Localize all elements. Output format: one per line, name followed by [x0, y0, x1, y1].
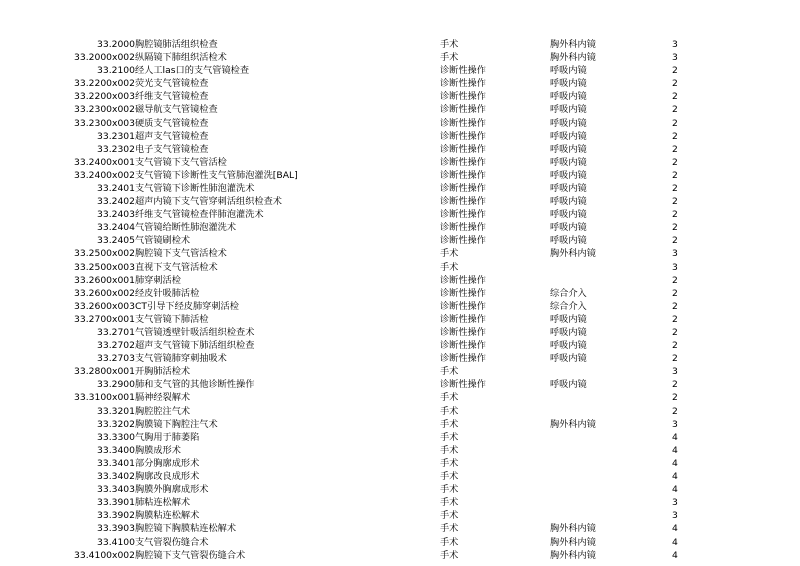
cell-spacer	[720, 90, 800, 103]
cell-type: 手术	[440, 431, 459, 443]
cell-department: 呼吸内镜	[550, 196, 587, 208]
table-row	[0, 444, 800, 457]
cell-code: 33.2900	[97, 379, 135, 391]
cell-department	[550, 457, 672, 470]
table-body	[0, 38, 800, 562]
cell-department: 呼吸内镜	[550, 104, 587, 116]
cell-spacer	[720, 405, 800, 418]
cell-level: 2	[672, 143, 678, 155]
cell-level: 4	[672, 444, 678, 456]
cell-spacer	[720, 234, 800, 247]
table-row	[0, 431, 800, 444]
cell-code: 33.2800x001	[74, 366, 135, 378]
cell-code: 33.2402	[97, 196, 135, 208]
cell-spacer	[720, 261, 800, 274]
cell-code: 33.3300	[97, 431, 135, 443]
cell-department: 呼吸内镜	[550, 353, 587, 365]
cell-type: 手术	[440, 392, 459, 404]
cell-type: 诊断性操作	[440, 143, 486, 155]
cell-code: 33.2405	[97, 235, 135, 247]
cell-name: 气管镜给断性肺泡灌洗术	[135, 222, 237, 234]
cell-code: 33.2100	[97, 65, 135, 77]
table-row	[0, 352, 800, 365]
cell-level: 4	[672, 457, 678, 469]
cell-level: 2	[672, 287, 678, 299]
table-row	[0, 169, 800, 182]
cell-name: 纤维支气管镜检查	[135, 91, 209, 103]
cell-type: 诊断性操作	[440, 78, 486, 90]
table-row	[0, 313, 800, 326]
cell-level: 2	[672, 300, 678, 312]
cell-department: 呼吸内镜	[550, 340, 587, 352]
cell-level: 3	[672, 38, 678, 50]
cell-name: 胸廓改良成形术	[135, 471, 200, 483]
cell-department: 呼吸内镜	[550, 65, 587, 77]
cell-department: 胸外科内镜	[550, 523, 596, 535]
cell-spacer	[720, 378, 800, 391]
cell-type: 手术	[440, 510, 459, 522]
cell-code: 33.2300x002	[74, 104, 135, 116]
table-row	[0, 405, 800, 418]
cell-spacer	[720, 522, 800, 535]
table-row	[0, 378, 800, 391]
cell-department: 胸外科内镜	[550, 52, 596, 64]
cell-spacer	[720, 300, 800, 313]
cell-name: 支气管镜肺穿刺抽吸术	[135, 353, 227, 365]
cell-type: 诊断性操作	[440, 209, 486, 221]
cell-department: 呼吸内镜	[550, 91, 587, 103]
cell-name: 胸膜镜下胸腔注气术	[135, 418, 218, 430]
table-row	[0, 365, 800, 378]
cell-spacer	[720, 274, 800, 287]
cell-name: 部分胸廓成形术	[135, 457, 200, 469]
cell-level: 2	[672, 91, 678, 103]
cell-name: 胸膜成形术	[135, 444, 181, 456]
table-row	[0, 90, 800, 103]
cell-type: 诊断性操作	[440, 169, 486, 181]
cell-level: 4	[672, 523, 678, 535]
cell-type: 手术	[440, 248, 459, 260]
table-row	[0, 208, 800, 221]
cell-type: 诊断性操作	[440, 340, 486, 352]
cell-code: 33.2400x001	[74, 156, 135, 168]
cell-type: 诊断性操作	[440, 196, 486, 208]
cell-code: 33.3400	[97, 444, 135, 456]
cell-level: 2	[672, 353, 678, 365]
cell-level: 2	[672, 222, 678, 234]
cell-type: 诊断性操作	[440, 327, 486, 338]
cell-name: 直视下支气管活检术	[135, 261, 218, 273]
cell-level: 2	[672, 235, 678, 247]
cell-code: 33.2300x003	[74, 117, 135, 129]
cell-name: 纵隔镜下肺组织活检术	[135, 52, 227, 64]
cell-name: 胸腔镜下支气管裂伤缝合术	[135, 549, 246, 561]
cell-spacer	[720, 457, 800, 470]
cell-level: 3	[672, 366, 678, 378]
cell-code: 33.2000x002	[74, 52, 135, 64]
cell-name: 超声支气管镜下肺活组织检查	[135, 340, 255, 352]
cell-type: 手术	[440, 366, 459, 378]
cell-code: 33.2703	[97, 353, 135, 365]
cell-type: 手术	[440, 444, 459, 456]
table-row	[0, 470, 800, 483]
cell-department: 呼吸内镜	[550, 78, 587, 90]
cell-level: 4	[672, 536, 678, 548]
cell-level: 2	[672, 130, 678, 142]
cell-type: 手术	[440, 471, 459, 483]
cell-type: 诊断性操作	[440, 65, 486, 77]
cell-type: 诊断性操作	[440, 156, 486, 168]
cell-name: 支气管镜下诊断性肺泡灌洗术	[135, 182, 255, 194]
cell-name: 胸膜外胸廓成形术	[135, 484, 209, 496]
cell-level: 4	[672, 549, 678, 561]
cell-department	[550, 470, 672, 483]
cell-code: 33.2600x002	[74, 287, 135, 299]
cell-name: 肺粘连松解术	[135, 497, 191, 509]
cell-type: 手术	[440, 484, 459, 496]
cell-code: 33.3201	[97, 405, 135, 417]
cell-code: 33.3403	[97, 484, 135, 496]
table-row	[0, 130, 800, 143]
table-row	[0, 457, 800, 470]
table-row	[0, 103, 800, 116]
cell-type: 诊断性操作	[440, 313, 486, 325]
cell-code: 33.2600x003	[74, 300, 135, 312]
cell-code: 33.2404	[97, 222, 135, 234]
cell-spacer	[720, 169, 800, 182]
cell-type: 手术	[440, 536, 459, 548]
cell-code: 33.2701	[97, 327, 135, 338]
cell-code: 33.2000	[97, 38, 135, 50]
cell-code: 33.3402	[97, 471, 135, 483]
cell-code: 33.3902	[97, 510, 135, 522]
table-row	[0, 234, 800, 247]
cell-type: 诊断性操作	[440, 104, 486, 116]
cell-name: 纤维支气管镜检查伴肺泡灌洗术	[135, 209, 264, 221]
cell-level: 3	[672, 261, 678, 273]
cell-spacer	[720, 392, 800, 405]
cell-department: 综合介入	[550, 287, 587, 299]
cell-spacer	[720, 77, 800, 90]
cell-department: 胸外科内镜	[550, 38, 596, 50]
cell-name: CT引导下经皮肺穿刺活检	[135, 300, 239, 312]
cell-spacer	[720, 483, 800, 496]
cell-name: 电子支气管镜检查	[135, 143, 209, 155]
table-row	[0, 182, 800, 195]
table-row	[0, 156, 800, 169]
cell-code: 33.3202	[97, 418, 135, 430]
cell-code: 33.4100x002	[74, 549, 135, 561]
cell-spacer	[720, 103, 800, 116]
cell-department: 呼吸内镜	[550, 313, 587, 325]
cell-level: 3	[672, 52, 678, 64]
cell-type: 诊断性操作	[440, 222, 486, 234]
cell-department: 呼吸内镜	[550, 235, 587, 247]
table-row	[0, 143, 800, 156]
cell-type: 诊断性操作	[440, 379, 486, 391]
cell-name: 支气管镜下诊断性支气管肺泡灌洗[BAL]	[135, 169, 298, 181]
table-row	[0, 287, 800, 300]
cell-code: 33.2500x002	[74, 248, 135, 260]
cell-department: 呼吸内镜	[550, 117, 587, 129]
cell-spacer	[720, 313, 800, 326]
cell-department: 胸外科内镜	[550, 418, 596, 430]
cell-type: 手术	[440, 497, 459, 509]
cell-type: 手术	[440, 549, 459, 561]
table-row	[0, 117, 800, 130]
cell-spacer	[720, 130, 800, 143]
cell-level: 2	[672, 169, 678, 181]
cell-level: 2	[672, 274, 678, 286]
cell-department	[550, 392, 672, 405]
cell-name: 肺穿刺活检	[135, 274, 181, 286]
cell-level: 2	[672, 379, 678, 391]
cell-level: 4	[672, 471, 678, 483]
cell-level: 2	[672, 78, 678, 90]
cell-name: 胸膜粘连松解术	[135, 510, 200, 522]
table-row	[0, 509, 800, 522]
table-row	[0, 261, 800, 274]
cell-type: 诊断性操作	[440, 274, 486, 286]
cell-type: 诊断性操作	[440, 353, 486, 365]
cell-name: 气管镜透壁针吸活组织检查术	[135, 327, 255, 338]
cell-spacer	[720, 221, 800, 234]
cell-type: 诊断性操作	[440, 287, 486, 299]
cell-level: 2	[672, 209, 678, 221]
cell-code: 33.3401	[97, 457, 135, 469]
cell-type: 手术	[440, 405, 459, 417]
cell-code: 33.3903	[97, 523, 135, 535]
cell-spacer	[720, 182, 800, 195]
cell-spacer	[720, 509, 800, 522]
table-row	[0, 77, 800, 90]
cell-spacer	[720, 117, 800, 130]
cell-type: 诊断性操作	[440, 182, 486, 194]
cell-level: 2	[672, 405, 678, 417]
cell-department	[550, 261, 672, 274]
cell-spacer	[720, 208, 800, 221]
cell-level: 2	[672, 65, 678, 77]
cell-department: 呼吸内镜	[550, 156, 587, 168]
cell-department: 胸外科内镜	[550, 248, 596, 260]
table-row	[0, 326, 800, 339]
cell-type: 手术	[440, 261, 459, 273]
cell-spacer	[720, 326, 800, 339]
cell-department	[550, 496, 672, 509]
cell-name: 支气管镜下支气管活检	[135, 156, 227, 168]
cell-level: 2	[672, 117, 678, 129]
cell-department	[550, 274, 672, 287]
cell-type: 诊断性操作	[440, 117, 486, 129]
table-row	[0, 64, 800, 77]
cell-name: 经皮针吸肺活检	[135, 287, 200, 299]
cell-spacer	[720, 470, 800, 483]
table-row	[0, 339, 800, 352]
cell-type: 手术	[440, 523, 459, 535]
table-row	[0, 418, 800, 431]
cell-code: 33.2200x002	[74, 78, 135, 90]
cell-name: 胸腔镜肺活组织检查	[135, 38, 218, 50]
cell-spacer	[720, 365, 800, 378]
cell-name: 经人工las口的支气管镜检查	[135, 65, 250, 77]
cell-spacer	[720, 496, 800, 509]
cell-department	[550, 444, 672, 457]
cell-spacer	[720, 51, 800, 64]
cell-type: 诊断性操作	[440, 300, 486, 312]
cell-name: 气管镜刷检术	[135, 235, 191, 247]
cell-spacer	[720, 156, 800, 169]
cell-name: 胸腔镜下支气管活检术	[135, 248, 227, 260]
cell-spacer	[720, 536, 800, 549]
cell-code: 33.2400x002	[74, 169, 135, 181]
cell-code: 33.2302	[97, 143, 135, 155]
table-row	[0, 195, 800, 208]
cell-spacer	[720, 64, 800, 77]
table-row	[0, 300, 800, 313]
cell-department	[550, 509, 672, 522]
cell-name: 开胸肺活检术	[135, 366, 191, 378]
cell-type: 手术	[440, 418, 459, 430]
table-row	[0, 38, 800, 51]
cell-name: 超声支气管镜检查	[135, 130, 209, 142]
cell-name: 硬质支气管镜检查	[135, 117, 209, 129]
medical-code-table	[0, 38, 800, 562]
cell-name: 支气管裂伤缝合术	[135, 536, 209, 548]
table-row	[0, 483, 800, 496]
cell-spacer	[720, 195, 800, 208]
cell-name: 肺和支气管的其他诊断性操作	[135, 379, 255, 391]
table-row	[0, 536, 800, 549]
cell-spacer	[720, 352, 800, 365]
cell-code: 33.3901	[97, 497, 135, 509]
cell-level: 2	[672, 392, 678, 404]
cell-name: 胸腔腔注气术	[135, 405, 191, 417]
cell-level: 2	[672, 313, 678, 325]
cell-level: 4	[672, 431, 678, 443]
cell-spacer	[720, 418, 800, 431]
table-row	[0, 392, 800, 405]
cell-department: 呼吸内镜	[550, 209, 587, 221]
cell-code: 33.2401	[97, 182, 135, 194]
cell-spacer	[720, 431, 800, 444]
cell-department	[550, 405, 672, 418]
cell-department: 呼吸内镜	[550, 182, 587, 194]
cell-code: 33.2301	[97, 130, 135, 142]
cell-level: 2	[672, 340, 678, 352]
cell-level: 3	[672, 248, 678, 260]
cell-name: 支气管镜下肺活检	[135, 313, 209, 325]
table-row	[0, 221, 800, 234]
cell-spacer	[720, 549, 800, 562]
table-row	[0, 522, 800, 535]
cell-department: 胸外科内镜	[550, 549, 596, 561]
cell-type: 诊断性操作	[440, 130, 486, 142]
cell-department: 呼吸内镜	[550, 327, 587, 338]
table-row	[0, 274, 800, 287]
cell-level: 2	[672, 156, 678, 168]
cell-name: 磁导航支气管镜检查	[135, 104, 218, 116]
cell-department: 呼吸内镜	[550, 130, 587, 142]
cell-department: 胸外科内镜	[550, 536, 596, 548]
cell-department: 呼吸内镜	[550, 222, 587, 234]
cell-department	[550, 365, 672, 378]
cell-code: 33.2700x001	[74, 313, 135, 325]
cell-spacer	[720, 287, 800, 300]
cell-name: 荧光支气管镜检查	[135, 78, 209, 90]
cell-name: 超声内镜下支气管穿刺活组织检查术	[135, 196, 282, 208]
cell-spacer	[720, 248, 800, 261]
cell-department	[550, 431, 672, 444]
cell-level: 2	[672, 327, 678, 338]
table-row	[0, 549, 800, 562]
cell-level: 3	[672, 418, 678, 430]
code-table-container	[0, 38, 800, 562]
cell-level: 2	[672, 104, 678, 116]
cell-type: 手术	[440, 52, 459, 64]
cell-type: 诊断性操作	[440, 235, 486, 247]
cell-spacer	[720, 444, 800, 457]
cell-type: 诊断性操作	[440, 91, 486, 103]
cell-code: 33.3100x001	[74, 392, 135, 404]
cell-department: 呼吸内镜	[550, 169, 587, 181]
table-row	[0, 51, 800, 64]
cell-level: 2	[672, 196, 678, 208]
cell-spacer	[720, 339, 800, 352]
cell-name: 膈神经裂解术	[135, 392, 191, 404]
cell-spacer	[720, 143, 800, 156]
cell-name: 胸腔镜下胸膜粘连松解术	[135, 523, 237, 535]
cell-department: 综合介入	[550, 300, 587, 312]
table-row	[0, 248, 800, 261]
cell-code: 33.2403	[97, 209, 135, 221]
cell-code: 33.2702	[97, 340, 135, 352]
cell-code: 33.4100	[97, 536, 135, 548]
cell-level: 4	[672, 484, 678, 496]
cell-spacer	[720, 38, 800, 51]
cell-name: 气胸用于肺萎陷	[135, 431, 200, 443]
cell-code: 33.2200x003	[74, 91, 135, 103]
cell-type: 手术	[440, 457, 459, 469]
cell-department	[550, 483, 672, 496]
table-row	[0, 496, 800, 509]
cell-level: 2	[672, 182, 678, 194]
cell-code: 33.2500x003	[74, 261, 135, 273]
cell-level: 3	[672, 497, 678, 509]
cell-type: 手术	[440, 38, 459, 50]
cell-code: 33.2600x001	[74, 274, 135, 286]
cell-department: 呼吸内镜	[550, 143, 587, 155]
cell-level: 3	[672, 510, 678, 522]
cell-department: 呼吸内镜	[550, 379, 587, 391]
